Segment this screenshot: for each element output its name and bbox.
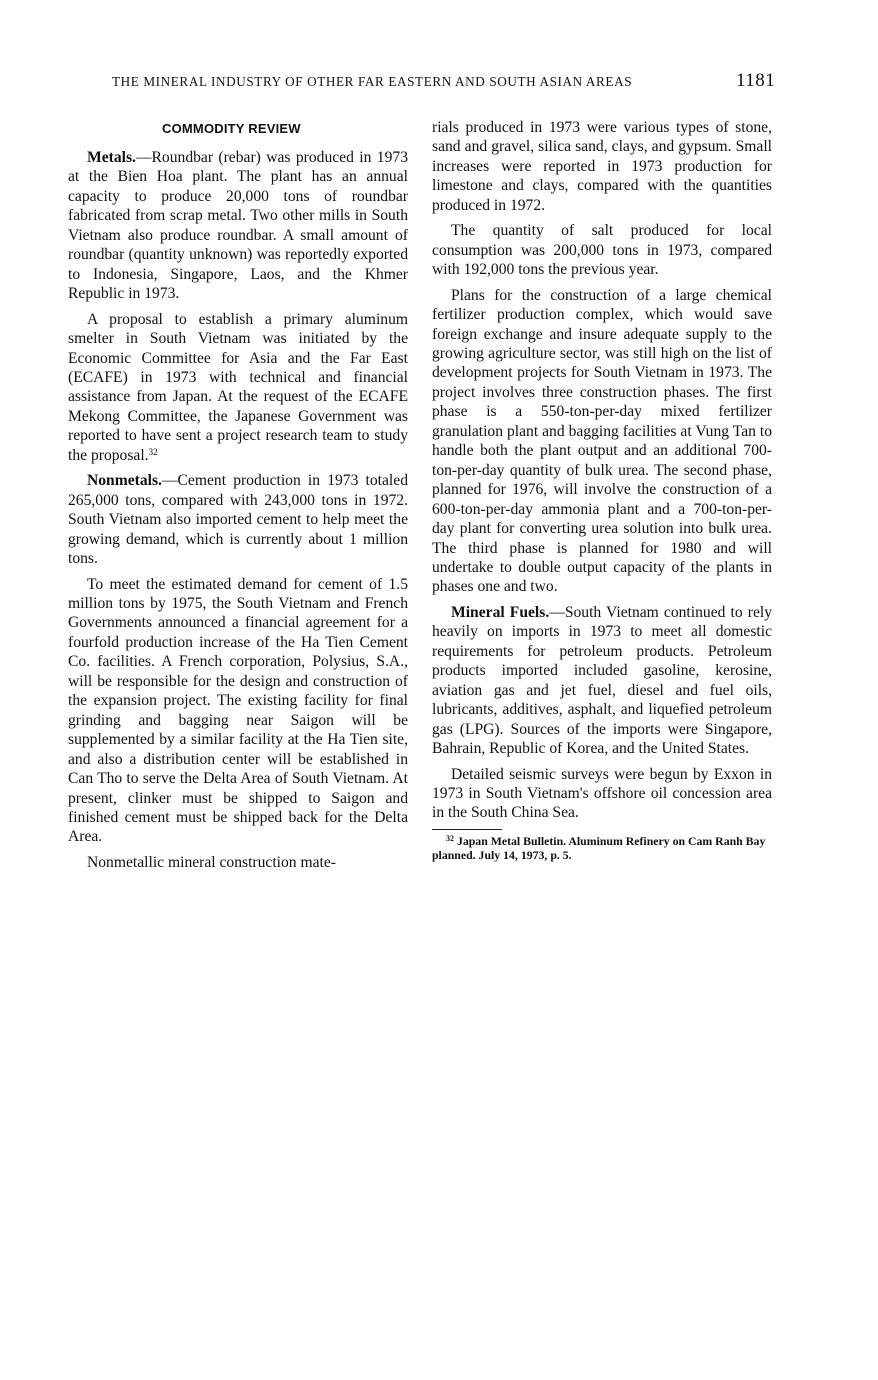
right-column [432, 118, 772, 862]
mineral-fuels-runin-heading: Mineral Fuels. [451, 603, 550, 621]
seismic-paragraph [432, 765, 772, 823]
construction-text-cont: rials produced in 1973 were various types of stone, sand and gravel, silica sand, clays, and gypsum. Small increases were reported in 1973 production for limestone and clays, compared with the quantities produced in 1972. [432, 119, 772, 214]
nonmetals-runin-heading: Nonmetals. [87, 472, 162, 490]
salt-text: The quantity of salt produced for local consumption was 200,000 tons in 1973, compared with 192,000 tons the previous year. [432, 222, 772, 279]
footnote-reference: 32 [148, 446, 158, 457]
footnote [432, 834, 772, 862]
construction-text-start: Nonmetallic mineral construction mate- [87, 853, 336, 871]
footnote-divider [432, 829, 502, 830]
aluminum-paragraph [68, 310, 408, 466]
mineral-fuels-paragraph [432, 603, 772, 759]
metals-runin-heading: Metals. [87, 149, 136, 166]
construction-paragraph-start [68, 853, 408, 872]
nonmetals-text: —Cement production in 1973 totaled 265,000 tons, compared with 243,000 tons in 1972. South Vietnam also imported cement to help meet the growing demand, which is currently about 1 million tons. [68, 472, 408, 568]
metals-text: —Roundbar (rebar) was produced in 1973 at the Bien Hoa plant. The plant has an annual capacity to produce 20,000 tons of roundbar fabricated from scrap metal. Two other mills in South Vietnam also produce roundbar. A small amount of roundbar (quantity unknown) was reportedly exported to Indonesia, Singapore, Laos, and the Khmer Republic in 1973. [68, 149, 408, 303]
seismic-text: Detailed seismic surveys were begun by Exxon in 1973 in South Vietnam's offshore oil concession area in the South China Sea. [432, 765, 772, 822]
running-head-title: THE MINERAL INDUSTRY OF OTHER FAR EASTERN AND SOUTH ASIAN AREAS [112, 74, 633, 89]
nonmetals-paragraph [68, 471, 408, 568]
salt-paragraph [432, 221, 772, 279]
construction-paragraph-cont [432, 118, 772, 215]
cement-text: To meet the estimated demand for cement of 1.5 million tons by 1975, the South Vietnam and French Governments announced a financial agreement for a fourfold production increase of the Ha Tien Cement Co. facilities. A French corporation, Polysius, S.A., will be responsible for the design and construction of the expansion project. The existing facility for final grinding and bagging near Saigon will be supplemented by a similar facility at the Ha Tien site, and also a distribution center will be established in Can Tho to serve the Delta Area of South Vietnam. At present, clinker must be shipped to Saigon and finished cement must be shipped back for the Delta Area. [68, 575, 408, 846]
fertilizer-text: Plans for the construction of a large chemical fertilizer production complex, which would save foreign exchange and insure adequate supply to the growing agriculture sector, was still high on the list of development projects for South Vietnam in 1973. The project involves three construction phases. The first phase is a 550-ton-per-day mixed fertilizer granulation plant and bagging facilities at Vung Tan to handle both the plant output and an additional 700-ton-per-day quantity of bulk urea. The second phase, planned for 1976, will involve the construction of a 600-ton-per-day ammonia plant and a 700-ton-per-day plant for converting urea solution into bulk urea. The third phase is planned for 1980 and will undertake to double output capacity of the plants in phases one and two. [432, 286, 772, 596]
section-heading: COMMODITY REVIEW [162, 121, 301, 136]
aluminum-text: A proposal to establish a primary aluminum smelter in South Vietnam was initiated by the Economic Committee for Asia and the Far East (ECAFE) in 1973 with technical and financial assistance from Japan. At the request of the ECAFE Mekong Committee, the Japanese Government was reported to have sent a project research team to study the proposal. [68, 310, 408, 464]
left-column [68, 118, 408, 878]
cement-paragraph [68, 575, 408, 847]
running-head [0, 70, 878, 94]
metals-paragraph [68, 148, 408, 304]
fertilizer-paragraph [432, 286, 772, 597]
mineral-fuels-text: —South Vietnam continued to rely heavily on imports in 1973 to meet all domestic requirements for petroleum products. Petroleum products imported included gasoline, kerosine, aviation gas and jet fuel, diesel and fuel oils, lubricants, additives, asphalt, and liquefied petroleum gas (LPG). Sources of the imports were Singapore, Bahrain, Republic of Korea, and the United States. [432, 603, 772, 758]
footnote-number: 32 [446, 833, 454, 843]
footnote-text: Japan Metal Bulletin. Aluminum Refinery on Cam Ranh Bay planned. July 14, 1973, p. 5. [432, 833, 766, 862]
page-number: 1181 [736, 70, 776, 91]
